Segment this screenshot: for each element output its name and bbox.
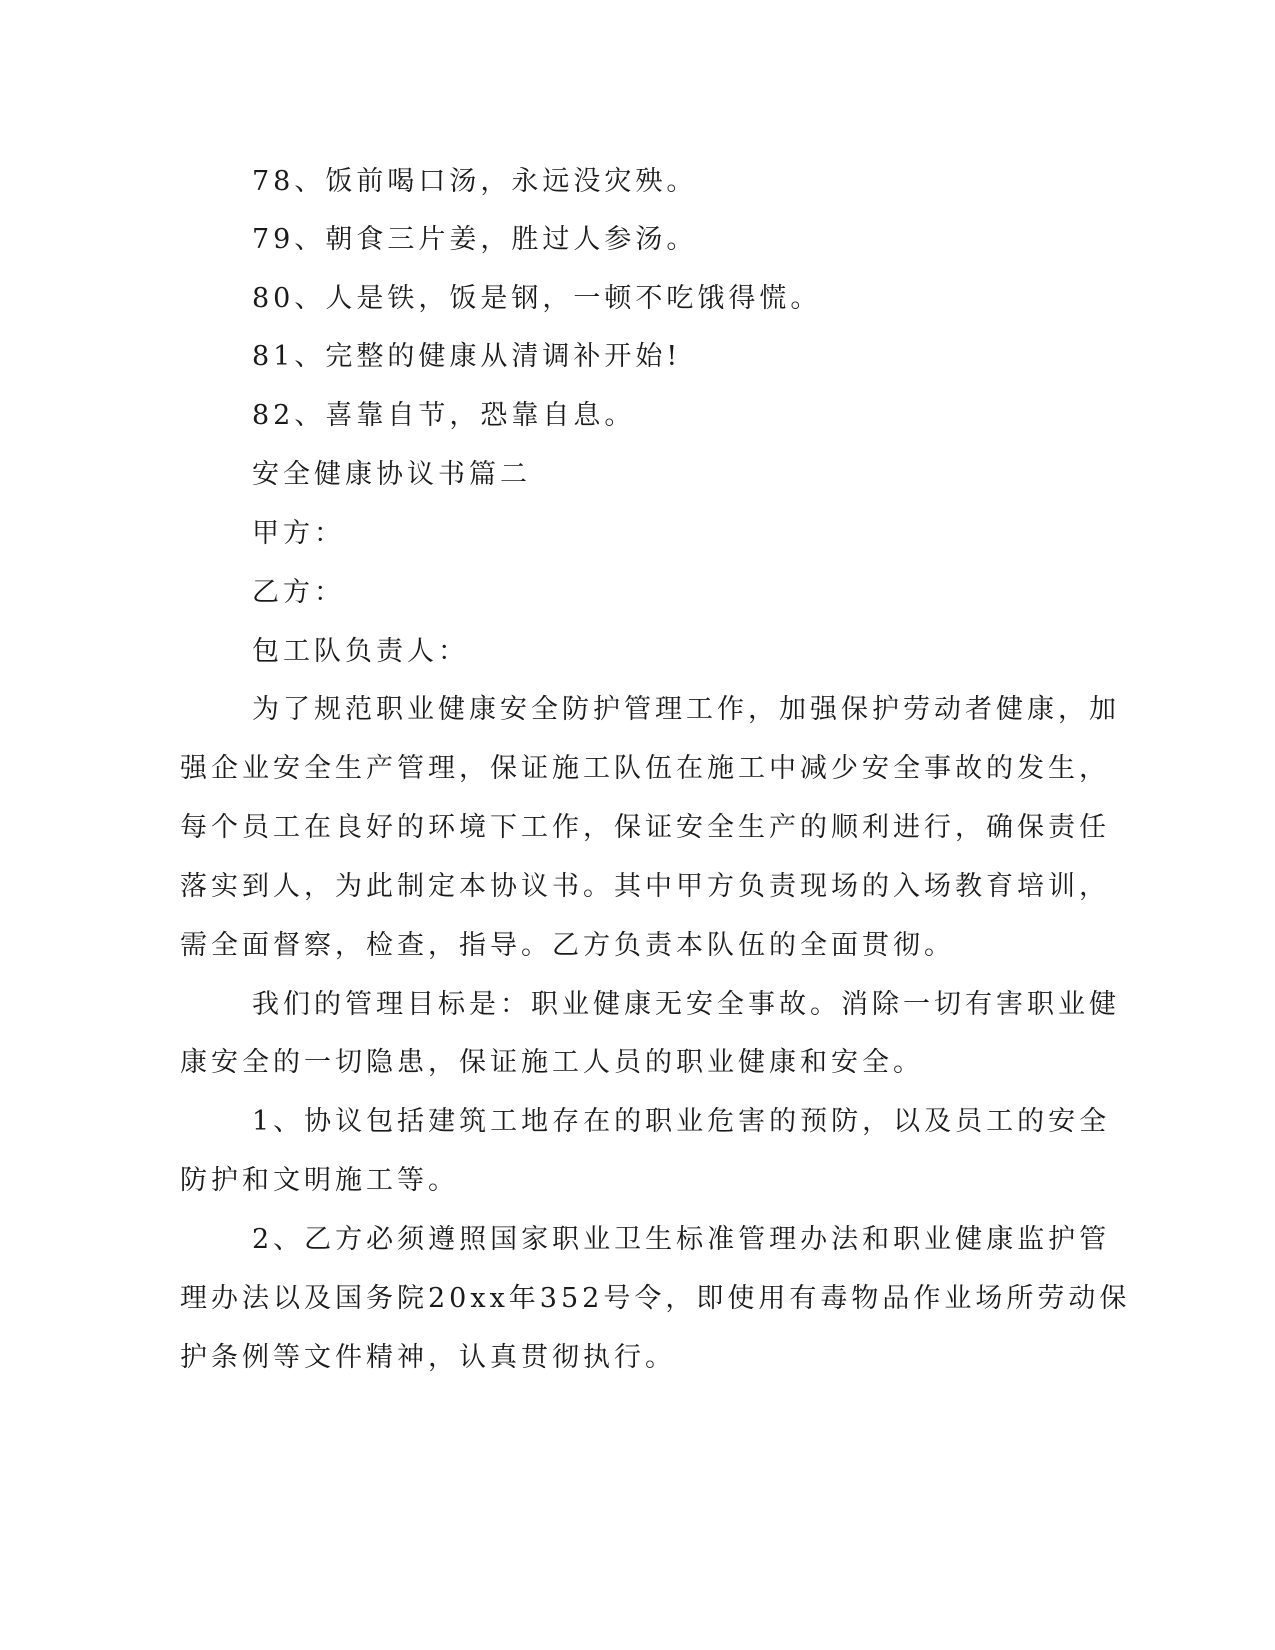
list-item: 80、人是铁，饭是钢，一顿不吃饿得慌。 xyxy=(252,283,822,314)
party-a-label: 甲方： xyxy=(252,518,345,549)
section-title: 安全健康协议书篇二 xyxy=(252,459,531,490)
list-item: 82、喜靠自节，恐靠自息。 xyxy=(252,400,636,431)
list-item: 78、饭前喝口汤，永远没灾殃。 xyxy=(252,166,698,197)
paragraph-1-line: 需全面督察，检查，指导。乙方负责本队伍的全面贯彻。 xyxy=(180,930,955,961)
paragraph-2-line: 康安全的一切隐患，保证施工人员的职业健康和安全。 xyxy=(180,1047,924,1078)
paragraph-1-line: 每个员工在良好的环境下工作，保证安全生产的顺利进行，确保责任 xyxy=(180,812,1110,843)
party-b-label: 乙方： xyxy=(252,577,345,608)
team-leader-label: 包工队负责人： xyxy=(252,636,469,667)
list-item: 81、完整的健康从清调补开始! xyxy=(252,341,682,372)
paragraph-4-line: 理办法以及国务院20xx年352号令，即使用有毒物品作业场所劳动保 xyxy=(180,1283,1131,1314)
paragraph-2-line: 我们的管理目标是：职业健康无安全事故。消除一切有害职业健 xyxy=(252,989,1120,1020)
paragraph-1-line: 强企业安全生产管理，保证施工队伍在施工中减少安全事故的发生， xyxy=(180,753,1110,784)
paragraph-3-line: 防护和文明施工等。 xyxy=(180,1165,459,1196)
paragraph-1-line: 落实到人，为此制定本协议书。其中甲方负责现场的入场教育培训， xyxy=(180,871,1110,902)
paragraph-1-line: 为了规范职业健康安全防护管理工作，加强保护劳动者健康，加 xyxy=(252,694,1120,725)
paragraph-4-line: 护条例等文件精神，认真贯彻执行。 xyxy=(180,1342,676,1373)
paragraph-3-line: 1、协议包括建筑工地存在的职业危害的预防，以及员工的安全 xyxy=(252,1106,1111,1137)
list-item: 79、朝食三片姜，胜过人参汤。 xyxy=(252,224,698,255)
paragraph-4-line: 2、乙方必须遵照国家职业卫生标准管理办法和职业健康监护管 xyxy=(252,1224,1111,1255)
